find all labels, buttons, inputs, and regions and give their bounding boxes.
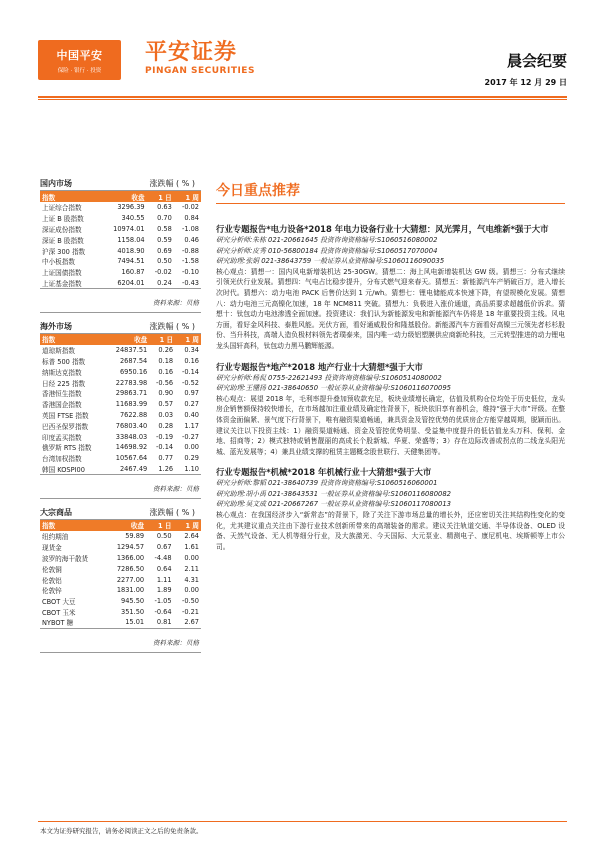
table-row (40, 574, 201, 585)
table-cell: 0.28 (158, 421, 174, 430)
table-cell: 14698.92 (115, 443, 148, 452)
table-row (40, 596, 201, 607)
table-cell: 中小板指数 (42, 258, 75, 267)
table-cell: 标普 500 指数 (42, 358, 86, 367)
table-header-row (40, 191, 201, 202)
table-cell: 深证成份指数 (42, 225, 82, 234)
table-cell: 0.50 (157, 257, 172, 266)
table-cell: 3296.39 (117, 203, 145, 212)
column-header: 1 周 (174, 191, 201, 202)
table-cell: 深证 B 股指数 (42, 236, 84, 245)
article-body: 核心观点：在我国经济步入“新常态”的背景下，除了关注下游市场总量的增长外，还应密切关注其结构性变化的变化，尤其建议重点关注由下游行业技术创新所带来的高端装备的需求。建议关注轨道交通、半导体设备、OLED 设备、天然气设备、无人机等细分行业，及大族激光、今天国际、大元泵业、精测电子、康尼机电、埃斯顿等上市公司。 (216, 511, 565, 551)
table-cell: 0.24 (147, 278, 174, 289)
market-title: 海外市场 (40, 321, 72, 331)
table-cell: 伦敦铜 (42, 565, 62, 574)
table-cell: 0.69 (157, 246, 172, 255)
table-cell: 0.00 (184, 553, 199, 562)
table-row (40, 542, 201, 553)
table-cell: -0.27 (181, 432, 199, 441)
table-cell: 0.64 (156, 564, 172, 573)
table-cell: 0.84 (184, 214, 199, 223)
table-cell: 340.55 (121, 214, 145, 223)
table-row (40, 388, 201, 399)
table-cell: 24837.51 (115, 346, 148, 355)
table-cell: 1.11 (156, 575, 172, 584)
market-table (40, 191, 201, 289)
article-list (216, 224, 565, 552)
column-header: 1 日 (147, 191, 174, 202)
table-cell: 7286.50 (116, 564, 145, 573)
section-title: 今日重点推荐 (216, 180, 565, 204)
table-cell: 2.11 (184, 564, 199, 573)
table-cell: 1.26 (149, 464, 175, 475)
table-cell: 0.34 (184, 346, 199, 355)
article-body: 核心观点：展望 2018 年，毛利率提升叠加预收款充足，板块业绩增长确定，估值及机构仓位均处于历史低位，龙头房企销售额保持较快增长，在市场越加注重业绩及确定性背景下，板块依旧享有善机会，维持“强于大市”评级。在整体资金面偏紧、景气度下行背景下，唯有融资渠道畅通，兼具资金及管控优势的优质房企方能穿越周期，脱颖而出。建议关注以下投资主线：1）融资渠道畅通、资金及管控优势明显、受益集中度提升的低估值龙头万科、保利、金地、招商等；2）模式独特或销售靓丽的高成长个股新城、华夏、荣盛等；3）存在边际改善或拐点的二线龙头阳光城、蓝光发展等；4）兼具业绩支撑的租赁主题概念股世联行、天健集团等。 (216, 394, 565, 456)
article (216, 362, 565, 458)
table-cell: 0.00 (184, 443, 199, 452)
table-cell: 0.46 (184, 235, 199, 244)
table-cell: 0.58 (157, 224, 172, 233)
table-cell: 韩国 KOSPI00 (40, 464, 106, 475)
table-cell: -1.58 (181, 257, 199, 266)
table-row (40, 245, 201, 256)
column-header: 收盘 (106, 334, 150, 345)
table-cell: 7494.51 (117, 257, 145, 266)
table-cell: 1366.00 (116, 553, 145, 562)
table-cell: 0.59 (157, 235, 172, 244)
table-cell: 1158.04 (117, 235, 145, 244)
document-date: 2017 年 12 月 29 日 (484, 78, 567, 87)
market-header (40, 178, 201, 191)
document-title: 晨会纪要 (506, 52, 567, 70)
source-note: 资料来源：贝格 (152, 298, 199, 307)
table-cell: 现货金 (42, 544, 62, 553)
table-cell: -1.08 (181, 224, 199, 233)
brand-logo (145, 41, 255, 76)
table-cell: 2.67 (174, 617, 201, 628)
table-cell: -0.14 (181, 367, 199, 376)
column-header: 指数 (40, 520, 105, 531)
logo-sub-text: 保险 · 银行 · 投资 (57, 68, 102, 74)
analyst-line: 研究助理:胡小禹 021-38643531 一般证券从业资格编号:S1060116080082 (216, 489, 451, 498)
table-cell: 0.77 (158, 454, 174, 463)
table-cell: 日经 225 指数 (42, 379, 86, 388)
table-header-row (40, 334, 201, 345)
article-title: 行业专题报告*地产*2018 地产行业十大猜想*强于大市 (216, 361, 423, 372)
market-tables (40, 178, 201, 661)
table-row (40, 553, 201, 564)
table-row (40, 607, 201, 618)
table-cell: 1.89 (156, 586, 172, 595)
table-cell: 0.00 (184, 586, 199, 595)
table-cell: 10567.64 (115, 454, 148, 463)
table-cell: 15.01 (105, 617, 146, 628)
table-row (40, 617, 201, 628)
highlights-column (216, 180, 565, 552)
table-cell: 4018.90 (117, 246, 145, 255)
table-cell: -0.21 (181, 607, 199, 616)
market-table (40, 334, 201, 475)
table-row (40, 213, 201, 224)
section-divider (40, 493, 201, 499)
table-row (40, 442, 201, 453)
table-cell: 0.70 (157, 214, 172, 223)
column-header: 1 日 (146, 520, 173, 531)
analyst-line: 研究助理:吴文成 021-20667267 一般证券从业资格编号:S1060117080013 (216, 500, 451, 509)
table-cell: 160.87 (121, 268, 145, 277)
table-row (40, 531, 201, 542)
table-row (40, 356, 201, 367)
table-cell: 香港恒生指数 (42, 390, 82, 399)
table-row (40, 366, 201, 377)
table-cell: 0.29 (184, 454, 199, 463)
table-cell: 0.57 (158, 400, 174, 409)
table-cell: 0.97 (184, 389, 199, 398)
table-cell: 0.16 (184, 357, 199, 366)
table-cell: 上证国债指数 (42, 269, 82, 278)
table-cell: 29863.71 (115, 389, 148, 398)
table-cell: 0.50 (156, 532, 172, 541)
table-cell: 0.18 (158, 357, 174, 366)
table-row (40, 267, 201, 278)
column-header: 指数 (40, 334, 106, 345)
analyst-line: 研究分析师:朱栋 021-20661645 投资咨询资格编号:S1060516080002 (216, 236, 438, 244)
market-unit: 涨跌幅 ( % ) (149, 507, 195, 517)
table-cell: 0.26 (158, 346, 174, 355)
table-cell: 0.16 (158, 367, 174, 376)
table-cell: 6204.01 (101, 278, 147, 289)
market-section (40, 178, 201, 313)
table-row (40, 464, 201, 475)
table-cell: -0.02 (181, 203, 199, 212)
table-cell: -0.56 (156, 378, 174, 387)
table-cell: 22783.98 (115, 378, 148, 387)
table-cell: 59.89 (125, 532, 145, 541)
table-cell: 0.03 (158, 411, 174, 420)
column-header: 1 周 (174, 520, 201, 531)
table-cell: 沪深 300 指数 (42, 247, 86, 256)
market-unit: 涨跌幅 ( % ) (149, 321, 195, 331)
market-title: 国内市场 (40, 179, 72, 188)
analyst-line: 研究助理:王懂扬 021-38640650 一般证券从业资格编号:S1060116070095 (216, 384, 451, 393)
section-divider (40, 307, 201, 313)
market-header (40, 507, 201, 520)
header-divider (38, 96, 567, 98)
table-cell: 351.50 (121, 607, 145, 616)
column-header: 收盘 (105, 520, 146, 531)
table-row (40, 410, 201, 421)
table-cell: -4.48 (154, 553, 172, 562)
table-cell: -0.88 (181, 246, 199, 255)
pingan-group-logo (38, 40, 121, 80)
table-cell: -0.14 (156, 443, 174, 452)
market-title: 大宗商品 (40, 507, 72, 517)
table-cell: 76803.40 (115, 421, 148, 430)
table-cell: 11683.99 (115, 400, 148, 409)
table-row (40, 399, 201, 410)
section-divider (40, 647, 201, 653)
table-row (40, 234, 201, 245)
table-row (40, 420, 201, 431)
table-cell: -0.19 (156, 432, 174, 441)
brand-name-en: PINGAN SECURITIES (145, 66, 255, 76)
table-cell: 2687.54 (119, 357, 148, 366)
table-cell: 台湾加权指数 (42, 455, 82, 464)
market-section (40, 507, 201, 653)
table-row (40, 431, 201, 442)
table-cell: 33848.03 (115, 432, 148, 441)
table-cell: 2.64 (184, 532, 199, 541)
table-cell: 巴西圣保罗指数 (42, 422, 89, 431)
footer-disclaimer: 本文为证券研究报告，请务必阅读正文之后的免责条款。 (40, 827, 203, 835)
table-cell: 0.63 (157, 203, 172, 212)
table-row (40, 256, 201, 267)
table-cell: -0.10 (181, 268, 199, 277)
table-cell: 1294.57 (116, 543, 145, 552)
table-cell: -0.64 (154, 607, 172, 616)
header-divider-thin (38, 99, 567, 100)
table-cell: 上证基金指数 (40, 278, 101, 289)
table-cell: NYBOT 糖 (40, 617, 105, 628)
table-cell: 1.17 (184, 421, 199, 430)
table-cell: -0.43 (174, 278, 201, 289)
article-title: 行业专题报告*电力设备*2018 年电力设备行业十大猜想：风光霁月，气电维新*强于大市 (216, 224, 549, 234)
table-cell: CBOT 大豆 (42, 598, 76, 607)
analyst-line: 研究分析师:杨侃 0755-22621493 投资咨询资格编号:S1060514080002 (216, 373, 442, 382)
table-cell: 1.61 (184, 543, 199, 552)
table-row (40, 202, 201, 213)
table-cell: -1.05 (154, 597, 172, 606)
table-cell: 波罗的海干散货 (42, 554, 89, 563)
table-cell: 7622.88 (119, 411, 148, 420)
article (216, 467, 565, 552)
table-cell: 上证综合指数 (42, 204, 82, 213)
table-header-row (40, 520, 201, 531)
table-cell: CBOT 玉米 (42, 608, 76, 617)
table-cell: 0.27 (184, 400, 199, 409)
table-cell: 0.81 (146, 617, 173, 628)
table-cell: 纳斯达克指数 (42, 368, 82, 377)
table-cell: 6950.16 (119, 367, 148, 376)
market-table (40, 520, 201, 629)
table-row (40, 563, 201, 574)
article-body: 核心观点：猜想一：国内风电新增装机达 25-30GW。猜想二：海上风电新增装机达 GW 级。猜想三：分布式继续引领光伏行业发展。猜想四：气电占比稳步提升，分布式燃气迎来春天。猜想五：新能源汽车产销破百万，进入增长次时代。猜想六：动力电池 PACK 后售价达到 1 元/wh。猜想七：锂电储能成本快速下降，有望规模化发展。猜想八：动力电池三元高镍化加速，18 年 NCM811 突破。猜想九：负极进入涨价通道，高品质要求超越低价诉求。猜想十：钛包动力电池渗透全面加速。投资建议：我们认为新能源发电和新能源汽车仍将是 18 年重要投资主线。风电方面，看好金风科技、泰胜风能。光伏方面，看好通威股份和隆基股份。新能源汽车方面看好高镍三元领先者杉杉股份、当升科技，高端人造负极材料领先者璞泰来，国内唯一动力级铝塑膜供应商新纶科技，三元转型推进的动力锂电龙头国轩高科，钛包动力黑马鹏辉能源。 (216, 267, 565, 350)
table-row (40, 345, 201, 356)
table-cell: -0.50 (181, 597, 199, 606)
table-cell: 英国 FTSE 指数 (42, 412, 89, 421)
market-header (40, 321, 201, 334)
article (216, 224, 565, 352)
table-cell: 伦敦锌 (42, 587, 62, 596)
footer-divider (38, 821, 567, 822)
table-cell: 1.10 (175, 464, 201, 475)
column-header: 1 周 (175, 334, 201, 345)
table-cell: 伦敦铝 (42, 576, 62, 585)
article-title: 行业专题报告*机械*2018 年机械行业十大猜想*强于大市 (216, 467, 432, 478)
analyst-line: 研究分析师:皮秀 010-56800184 投资咨询资格编号:S1060517070004 (216, 246, 438, 255)
table-cell: -0.02 (154, 268, 172, 277)
table-cell: 1831.00 (116, 586, 145, 595)
source-note: 资料来源：贝格 (152, 638, 199, 647)
table-cell: 2277.00 (116, 575, 145, 584)
table-row (40, 585, 201, 596)
table-cell: 10974.01 (113, 224, 145, 233)
analyst-line: 研究分析师:黎韬 021-38640739 投资咨询资格编号:S1060516060001 (216, 479, 438, 488)
table-cell: 0.67 (156, 543, 172, 552)
analyst-line: 研究助理:张娟 021-38643759 一般证券从业资格编号:S1060116090035 (216, 257, 445, 266)
table-cell: -0.52 (181, 378, 199, 387)
table-row (40, 453, 201, 464)
brand-name-cn: 平安证券 (145, 40, 238, 65)
table-row (40, 224, 201, 235)
table-row (40, 377, 201, 388)
table-cell: 945.50 (121, 597, 145, 606)
table-cell: 2467.49 (106, 464, 150, 475)
table-cell: 香港国企指数 (42, 401, 82, 410)
source-note: 资料来源：贝格 (152, 484, 199, 493)
table-cell: 上证 B 股指数 (42, 215, 84, 224)
table-cell: 纽约期油 (42, 533, 69, 542)
table-cell: 0.90 (158, 389, 174, 398)
table-cell: 4.31 (184, 575, 199, 584)
market-unit: 涨跌幅 ( % ) (149, 179, 195, 188)
table-cell: 印度孟买指数 (42, 433, 82, 442)
table-row (40, 278, 201, 289)
logo-main-text: 中国平安 (56, 49, 103, 62)
column-header: 指数 (40, 191, 101, 202)
table-cell: 0.40 (184, 411, 199, 420)
market-section (40, 321, 201, 499)
column-header: 1 日 (149, 334, 175, 345)
column-header: 收盘 (101, 191, 147, 202)
table-cell: 俄罗斯 RTS 指数 (42, 444, 92, 453)
table-cell: 道琼斯指数 (42, 347, 75, 356)
